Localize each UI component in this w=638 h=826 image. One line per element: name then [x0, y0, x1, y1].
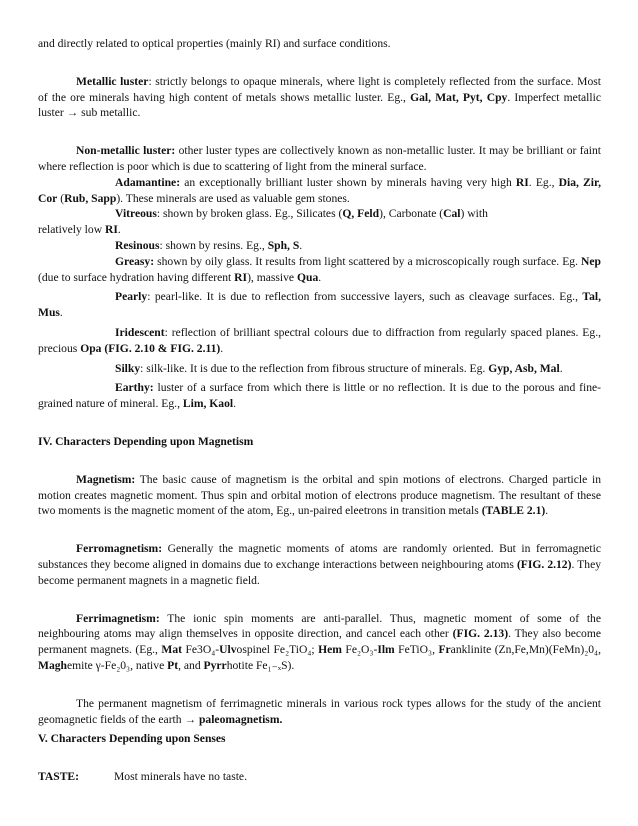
ferrimagnetism-term: Ferrimagnetism:	[76, 611, 160, 625]
ferrimagnetism-ref: (FIG. 2.13)	[452, 627, 509, 641]
vitreous-examples: Q, Feld	[342, 207, 380, 221]
magnetism-term: Magnetism:	[76, 472, 136, 486]
section-heading-magnetism: IV. Characters Depending upon Magnetism	[38, 434, 254, 448]
vitreous-text-5: .	[117, 223, 121, 237]
paleomagnetism-paragraph	[38, 696, 601, 728]
section-heading-senses: V. Characters Depending upon Senses	[38, 732, 226, 746]
iridescent-examples: Opa (FIG. 2.10 & FIG. 2.11)	[80, 341, 221, 355]
ferrimagnetism-paragraph	[38, 611, 601, 674]
ferrimagnetism-magh: Magh	[38, 658, 67, 672]
earthy-term: Earthy:	[115, 381, 154, 395]
taste-text: Most minerals have no taste.	[114, 770, 247, 784]
adamantine-text-4: ). These minerals are used as valuable gem stones.	[116, 191, 350, 205]
greasy-text-2: (due to surface hydration having different	[38, 270, 235, 284]
earthy-text: luster of a surface from which there is little or no reflection. It is due to the porous and fine-grained nature of mineral. Eg.,	[38, 381, 601, 411]
vitreous-paragraph	[38, 206, 601, 222]
vitreous-text: : shown by broken glass. Eg., Silicates (	[156, 207, 343, 221]
greasy-examples-2: Qua	[296, 270, 319, 284]
adamantine-examples: Dia, Zir, Cor	[38, 175, 601, 205]
ferrimagnetism-text-7: anklinite (Zn,Fe,Mn)(FeMn)₂0₄,	[450, 643, 601, 657]
ferrimagnetism-fr: Fr	[438, 643, 451, 657]
resinous-term: Resinous	[115, 238, 160, 252]
ferrimagnetism-text-6: FeTiO₃,	[394, 643, 439, 657]
greasy-text-4: .	[318, 270, 322, 284]
adamantine-examples-2: Rub, Sapp	[64, 191, 117, 205]
iridescent-paragraph	[38, 325, 601, 357]
ferrimagnetism-text: The ionic spin moments are anti-parallel. Thus, magnetic moment of some of the neighbouring atoms may align themselves in opposite direction, and cancel each other	[38, 611, 601, 641]
metallic-luster-paragraph	[38, 74, 601, 121]
adamantine-text-3: (	[57, 191, 65, 205]
pearly-paragraph	[38, 289, 601, 321]
earthy-examples: Lim, Kaol	[182, 397, 234, 411]
document-page	[38, 36, 601, 785]
ferrimagnetism-mat: Mat	[161, 643, 182, 657]
earthy-text-2: .	[233, 397, 237, 411]
metallic-text-2: . Imperfect metallic luster → sub metallic.	[38, 90, 601, 120]
ferrimagnetism-ulv: Ulv	[219, 643, 237, 657]
ferrimagnetism-pt: Pt	[167, 658, 179, 672]
magnetism-paragraph	[38, 472, 601, 519]
resinous-text-2: .	[299, 238, 303, 252]
ferrimagnetism-pyrr: Pyrr	[203, 658, 227, 672]
adamantine-paragraph	[38, 175, 601, 207]
adamantine-text: an exceptionally brilliant luster shown by minerals having very high	[180, 175, 516, 189]
ferromagnetism-text: Generally the magnetic moments of atoms are randomly oriented. But in ferromagnetic substances they become aligned in domains due to exchange interactions between neighbouring atoms	[38, 542, 601, 571]
pearly-text-2: .	[59, 306, 63, 320]
adamantine-ri: RI	[515, 175, 529, 189]
ferrimagnetism-text-10: hotite Fe₁₋ₓS).	[226, 658, 295, 672]
vitreous-text-4: relatively low	[38, 223, 105, 237]
iridescent-term: Iridescent	[115, 325, 165, 339]
silky-text-2: .	[559, 361, 563, 375]
ferrimagnetism-hem: Hem	[318, 643, 342, 657]
ferrimagnetism-text-2: . They also become permanent magnets. (Eg.,	[38, 627, 602, 657]
iridescent-text: : reflection of brilliant spectral colours due to diffraction from regularly spaced planes. Eg., precious	[38, 325, 601, 355]
nonmetallic-luster-term: Non-metallic luster:	[76, 144, 176, 158]
nonmetallic-text: other luster types are collectively known as non-metallic luster. It may be brilliant or faint where reflection is poor which is due to scattering of light from the mineral surface.	[38, 144, 601, 173]
ferrimagnetism-text-9: , and	[178, 658, 204, 672]
silky-text: : silk-like. It is due to the reflection from fibrous structure of minerals. Eg.	[140, 361, 489, 375]
pearly-term: Pearly	[115, 290, 148, 304]
ferromagnetism-paragraph	[38, 541, 601, 588]
greasy-text: shown by oily glass. It results from light scattered by a microscopically rough surface. Eg.	[154, 254, 582, 268]
greasy-paragraph	[38, 254, 601, 286]
resinous-examples: Sph, S	[267, 238, 300, 252]
resinous-text: : shown by resins. Eg.,	[159, 238, 268, 252]
vitreous-text-2: ), Carbonate (	[379, 207, 444, 221]
iridescent-text-2: .	[220, 341, 224, 355]
vitreous-continuation	[38, 222, 601, 238]
greasy-ri: RI	[234, 270, 248, 284]
ferrimagnetism-ilm: Ilm	[377, 643, 395, 657]
earthy-paragraph	[38, 380, 601, 412]
ferromagnetism-text-2: . They become permanent magnets in a magnetic field.	[38, 557, 602, 587]
vitreous-term: Vitreous	[115, 207, 157, 221]
taste-row	[38, 769, 601, 785]
silky-paragraph	[38, 361, 601, 377]
metallic-luster-term: Metallic luster	[76, 74, 149, 88]
metallic-text: : strictly belongs to opaque minerals, where light is completely reflected from the surface. Most of the ore minerals having high content of metals shows metallic luster. Eg.,	[38, 74, 602, 104]
vitreous-examples-2: Cal	[443, 207, 461, 221]
paleomagnetism-term: paleomagnetism.	[198, 712, 283, 726]
intro-paragraph: and directly related to optical properties (mainly RI) and surface conditions.	[38, 37, 391, 50]
ferromagnetism-ref: (FIG. 2.12)	[516, 557, 572, 571]
greasy-text-3: ), massive	[247, 270, 297, 284]
ferrimagnetism-text-3: Fe3O₄-	[182, 643, 220, 657]
greasy-term: Greasy:	[115, 254, 155, 268]
magnetism-text: The basic cause of magnetism is the orbital and spin motions of electrons. Charged particle in motion creates magnetic moment. Thus spin and orbital motion of electrons produce magnetism. The resultant of these two moments is the magnetic moment of the atom, Eg., un-paired eleetrons in transition metals	[38, 472, 601, 518]
resinous-paragraph	[38, 238, 601, 254]
silky-examples: Gyp, Asb, Mal	[488, 361, 560, 375]
magnetism-ref: (TABLE 2.1)	[481, 504, 546, 518]
pearly-examples: Tal, Mus	[38, 290, 601, 320]
vitreous-ri: RI	[104, 223, 118, 237]
adamantine-term: Adamantine:	[115, 175, 181, 189]
metallic-examples: Gal, Mat, Pyt, Cpy	[410, 90, 508, 104]
ferrimagnetism-text-5: Fe₂O₃-	[341, 643, 378, 657]
greasy-examples: Nep	[581, 254, 601, 268]
silky-term: Silky	[115, 361, 141, 375]
pearly-text: : pearl-like. It is due to reflection from successive layers, such as cleavage surfaces. Eg.,	[147, 290, 583, 304]
taste-label: TASTE:	[38, 770, 80, 784]
nonmetallic-luster-paragraph	[38, 143, 601, 175]
adamantine-text-2: . Eg.,	[528, 175, 559, 189]
ferromagnetism-term: Ferromagnetism:	[76, 542, 163, 556]
ferrimagnetism-text-4: ospinel Fe₂TiO₄;	[236, 643, 319, 657]
paleo-text: The permanent magnetism of ferrimagnetic minerals in various rock types allows for the study of the ancient geomagnetic fields of the earth →	[38, 696, 601, 726]
ferrimagnetism-text-8: emite γ-Fe₂0₃, native	[66, 658, 168, 672]
vitreous-text-3: ) with	[460, 207, 488, 221]
magnetism-text-2: .	[545, 504, 549, 518]
